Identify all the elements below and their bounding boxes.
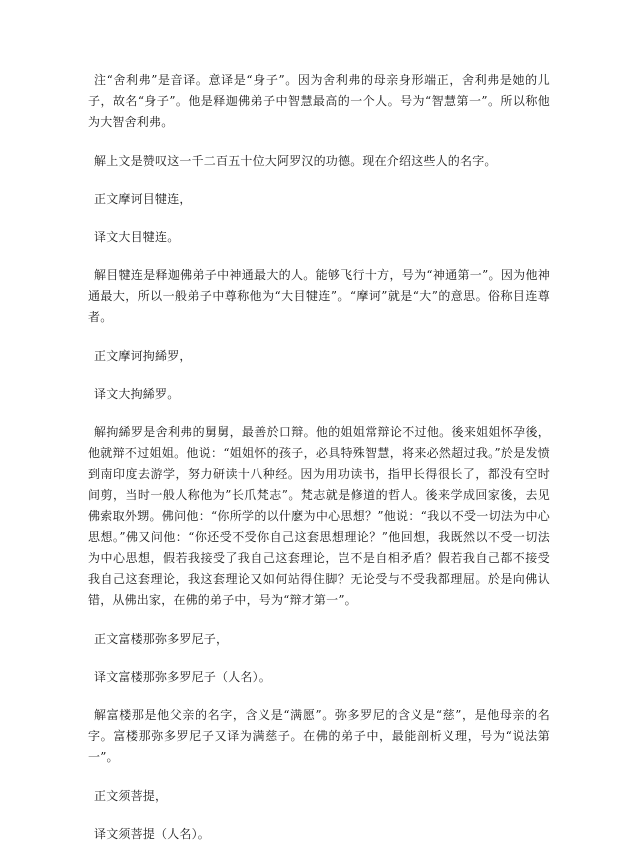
source-text-kausthila: 正文摩诃拘絺罗，	[94, 349, 192, 363]
explanation-kausthila-paragraph: 解拘絺罗是舍利弗的舅舅，最善於口辩。他的姐姐常辩论不过他。後来姐姐怀孕後，他就辩不过姐姐。他说：“姐姐怀的孩子，必具特殊智慧，将来必然超过我。”於是发愤到南印度去游学，努力研读十八种经。因为用功读书，指甲长得很长了，都没有空时间剪，当时一般人称他为”长爪梵志”。梵志就是修道的哲人。後来学成回家後，去见佛索取外甥。佛问他：“你所学的以什麽为中心思想？”他说：“我以不受一切法为中心思想。”佛又问他：“你还受不受你自己这套思想理论？”他回想，我既然以不受一切法为中心思想，假若我接受了我自己这套理论，岂不是自相矛盾？假若我自己都不接受我自己这套理论，我这套理论又如何站得住脚？无论受与不受我都理屈。於是向佛认错，从佛出家，在佛的弟子中，号为“辩才第一”。	[88, 425, 550, 607]
explanation-maudgalyayana-paragraph: 解目犍连是释迦佛弟子中神通最大的人。能够飞行十方，号为“神通第一”。因为他神通最大，所以一般弟子中尊称他为“大目犍连”。“摩诃”就是“大”的意思。俗称目连尊者。	[88, 268, 550, 324]
note-shariputra-paragraph: 注“舍利弗”是音译。意译是“身子”。因为舍利弗的母亲身形端正，舍利弗是她的儿子，故名“身子”。他是释迦佛弟子中智慧最高的一个人。号为“智慧第一”。所以称他为大智舍利弗。	[88, 73, 550, 129]
source-text-purna: 正文富楼那弥多罗尼子，	[94, 632, 229, 646]
explanation-purna-paragraph: 解富楼那是他父亲的名字，含义是“满愿”。弥多罗尼的含义是“慈”，是他母亲的名字。富楼那弥多罗尼子又译为满慈子。在佛的弟子中，最能剖析义理，号为“说法第一”。	[88, 708, 550, 764]
translation-purna: 译文富楼那弥多罗尼子（人名）。	[94, 670, 272, 684]
translation-kausthila: 译文大拘絺罗。	[94, 387, 180, 401]
translation-subhuti: 译文须菩提（人名）。	[94, 827, 211, 841]
explanation-intro-paragraph: 解上文是赞叹这一千二百五十位大阿罗汉的功德。现在介绍这些人的名字。	[94, 154, 497, 168]
source-text-subhuti: 正文须菩提，	[94, 789, 168, 803]
translation-maudgalyayana: 译文大目犍连。	[94, 230, 180, 244]
source-text-maudgalyayana: 正文摩诃目犍连，	[94, 192, 192, 206]
document-page	[88, 70, 550, 862]
